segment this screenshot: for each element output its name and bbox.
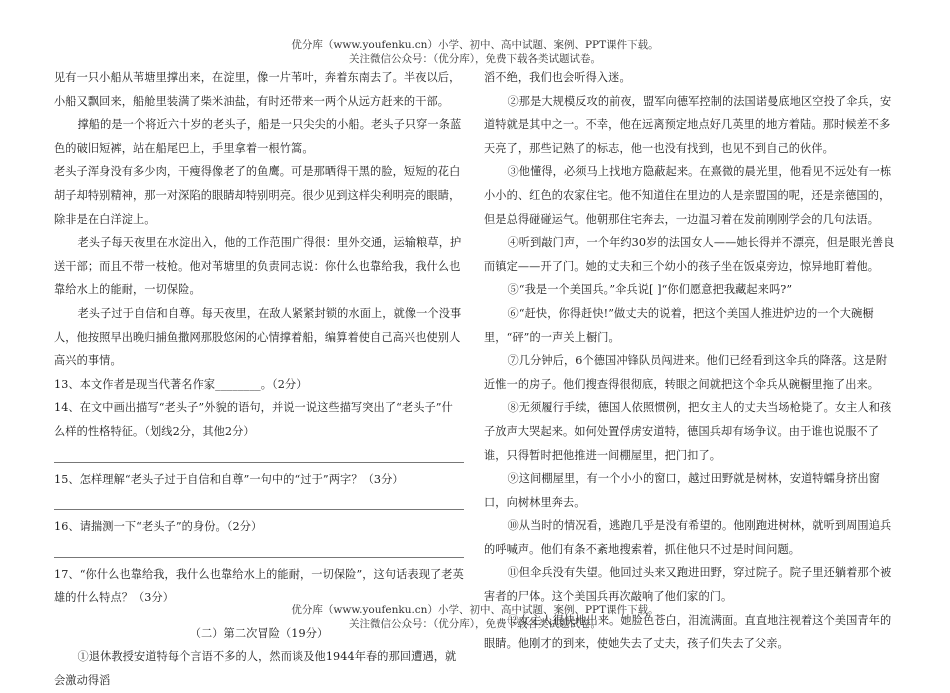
answer-line[interactable] (54, 445, 464, 463)
passage-paragraph: 见有一只小船从苇塘里撑出来，在淀里，像一片苇叶，奔着东南去了。半夜以后，小船又飘回来，船舱里装满了柴米油盐，有时还带来一两个从远方赶来的干部。 (54, 71, 461, 108)
passage-paragraph: ③他懂得，必须马上找地方隐蔽起来。在熹微的晨光里，他看见不远处有一栋小小的、红色的农家住宅。他不知道住在里边的人是亲盟国的呢，还是亲德国的，但是总得碰碰运气。他朝那住宅奔去，一边温习着在发前刚刚学会的几句法语。 (484, 165, 892, 226)
passage-paragraph: 老头子每天夜里在水淀出入，他的工作范围广得很：里外交通，运输粮草，护送干部；而且不带一枝枪。他对苇塘里的负责同志说：你什么也靠给我，我什么也靠给水上的能耐，一切保险。 (54, 236, 462, 297)
answer-line[interactable] (54, 492, 464, 510)
passage-paragraph: ①退休教授安道特每个言语不多的人，然而谈及他1944年春的那回遭遇，就会激动得滔 (54, 650, 457, 688)
left-column (54, 66, 464, 693)
header-line-2: 关注微信公众号：（优分库），免费下载各类试题试卷。 (349, 53, 601, 65)
right-column (484, 66, 896, 656)
passage-paragraph: 撑船的是一个将近六十岁的老头子，船是一只尖尖的小船。老头子只穿一条蓝色的破旧短裤，站在船尾巴上，手里拿着一根竹篙。 (54, 118, 462, 155)
header-line-1: 优分库（www.youfenku.cn）小学、初中、高中试题、案例、PPT课件下载。 (291, 39, 659, 51)
page-footer (0, 603, 950, 631)
answer-line[interactable] (54, 540, 464, 558)
passage-paragraph: ②那是大规模反攻的前夜，盟军向德军控制的法国诺曼底地区空投了伞兵，安道特就是其中之一。不幸，他在远离预定地点好几英里的地方着陆。那时候差不多天亮了，那些记熟了的标志，他一也没有找到，也见不到自己的伙伴。 (484, 94, 892, 155)
question-17: 17、“你什么也靠给我，我什么也靠给水上的能耐，一切保险”，这句话表现了老英雄的什么特点？（3分） (54, 567, 464, 605)
page-header (0, 38, 950, 66)
passage-paragraph: ⑨这间棚屋里，有一个小小的窗口，越过田野就是树林，安道特蠕身挤出窗口，向树林里奔去。 (484, 472, 881, 509)
footer-line-1: 优分库（www.youfenku.cn）小学、初中、高中试题、案例、PPT课件下载。 (291, 604, 659, 616)
passage-paragraph: ⑫女主人很快地出来。她脸色苍白，泪流满面。直直地注视着这个美国青年的眼睛。他刚才的到来，使她失去了丈夫，孩子们失去了父亲。 (484, 613, 892, 651)
question-16: 16、请揣测一下“老头子”的身份。（2分） (54, 520, 263, 534)
section-title: （二）第二次冒险（19分） (189, 626, 329, 640)
passage-paragraph: ⑤“我是一个美国兵。”伞兵说[ ]“你们愿意把我藏起来吗?” (507, 283, 793, 297)
passage-paragraph: ⑥“赶快，你得赶快!”做丈夫的说着，把这个美国人推进炉边的一个大碗橱里，“砰”的一声关上橱门。 (484, 306, 874, 344)
passage-paragraph: ⑦几分钟后，6个德国冲锋队员闯进来。他们已经看到这伞兵的降落。这是附近惟一的房子。他们搜查得很彻底，转眼之间就把这个伞兵从碗橱里拖了出来。 (484, 354, 888, 391)
passage-paragraph: ⑪但伞兵没有失望。他回过头来又跑进田野，穿过院子。院子里还躺着那个被害者的尸体。这个美国兵再次敲响了他们家的门。 (484, 566, 892, 604)
passage-paragraph: 老头子浑身没有多少肉，干瘦得像老了的鱼鹰。可是那晒得干黑的脸，短短的花白胡子却特别精神，那一对深陷的眼睛却特别明亮。很少见到这样尖利明亮的眼睛，除非是在白洋淀上。 (54, 165, 461, 226)
footer-line-2: 关注微信公众号：（优分库），免费下载各类试题试卷。 (349, 618, 601, 630)
question-13: 13、本文作者是现当代著名作家________。（2分） (54, 377, 308, 391)
question-14: 14、在文中画出描写“老头子”外貌的语句，并说一说这些描写突出了“老头子”什么样的性格特征。（划线2分，其他2分） (54, 401, 453, 438)
passage-paragraph: ⑩从当时的情况看，逃跑几乎是没有希望的。他刚跑进树林，就听到周围追兵的呼喊声。他们有条不紊地搜索着，抓住他只不过是时间问题。 (484, 519, 892, 556)
passage-paragraph: ④听到敲门声，一个年约30岁的法国女人——她长得并不漂亮，但是眼光善良而镇定——开了门。她的丈夫和三个幼小的孩子坐在饭桌旁边，惊异地盯着他。 (484, 236, 895, 273)
passage-paragraph: 滔不绝，我们也会听得入迷。 (484, 71, 631, 84)
passage-paragraph: ⑧无须履行手续，德国人依照惯例，把女主人的丈夫当场枪毙了。女主人和孩子放声大哭起来。如何处置俘虏安道特，德国兵却有场争议。由于谁也说服不了谁，只得暂时把他推进一间棚屋里，把门扣了。 (484, 401, 892, 462)
passage-paragraph: 老头子过于自信和自尊。每天夜里，在敌人紧紧封锁的水面上，就像一个没事人，他按照早出晚归捕鱼撒网那股悠闲的心情撑着船，编算着使自己高兴也使别人高兴的事情。 (54, 306, 462, 368)
question-15: 15、怎样理解“老头子过于自信和自尊”一句中的“过于”两字？（3分） (54, 472, 404, 486)
